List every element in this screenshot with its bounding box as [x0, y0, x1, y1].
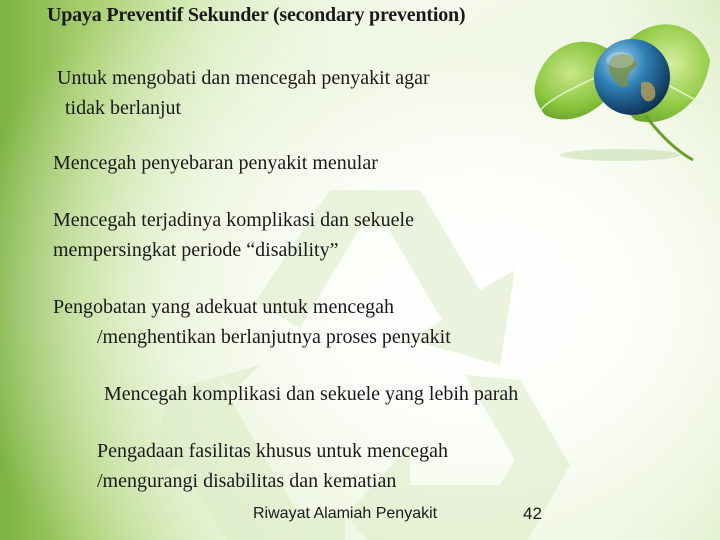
bullet-text-6: [97, 436, 448, 496]
page-number: 42: [523, 504, 542, 523]
globe-on-leaves-icon: [525, 5, 715, 165]
bullet-6-line-1: Pengadaan fasilitas khusus untuk mencegah: [97, 440, 449, 462]
bullet-2-line-1: Mencegah penyebaran penyakit menular: [53, 152, 378, 174]
footer-text: Riwayat Alamiah Penyakit: [253, 505, 438, 522]
bullet-4-line-1: Pengobatan yang adekuat untuk mencegah: [53, 296, 394, 318]
bullet-text-1: [57, 63, 430, 123]
bullet-text-4: [53, 292, 451, 352]
bullet-6-line-2: /mengurangi disabilitas dan kematian: [97, 470, 397, 492]
bullet-5-line-1: Mencegah komplikasi dan sekuele yang lebih parah: [104, 383, 519, 405]
bullet-3-line-1: Mencegah terjadinya komplikasi dan sekuele: [53, 209, 414, 231]
slide-title: Upaya Preventif Sekunder (secondary prevention): [47, 4, 466, 26]
bullet-text-5: [104, 379, 518, 409]
bullet-text-2: [53, 148, 378, 178]
bullet-1-line-1: Untuk mengobati dan mencegah penyakit agar: [57, 67, 430, 89]
bullet-3-line-2: mempersingkat periode “disability”: [53, 239, 339, 261]
bullet-4-line-2: /menghentikan berlanjutnya proses penyakit: [97, 326, 451, 348]
bullet-1-line-2: tidak berlanjut: [65, 97, 182, 119]
bullet-text-3: [53, 205, 414, 265]
